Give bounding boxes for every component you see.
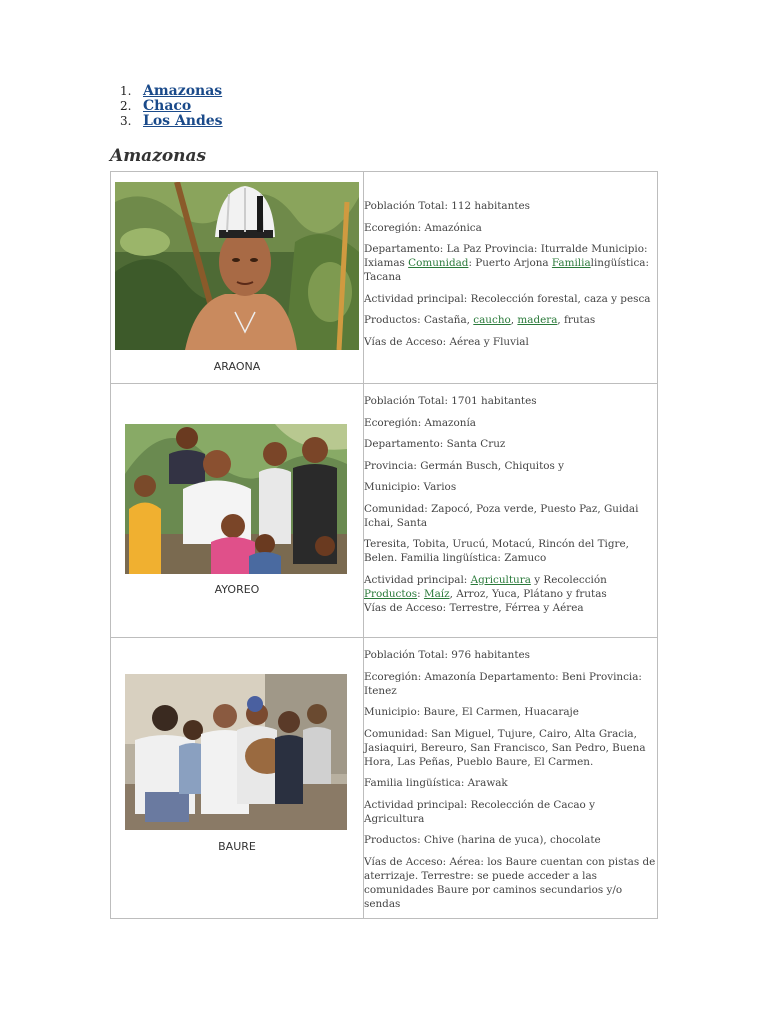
ethnic-groups-table [110, 171, 658, 919]
table-row [111, 638, 658, 919]
community-continued-text: Teresita, Tobita, Urucú, Motacú, Rincón del Tigre, Belen. Familia lingüística: Zamuco [364, 538, 629, 564]
ayoreo-photo [125, 424, 347, 574]
agricultura-link[interactable]: Agricultura [470, 573, 531, 586]
access-text: Vías de Acceso: Aérea: los Baure cuentan con pistas de aterrizaje. Terrestre: se puede acceder a las comunidades Baure por caminos secundarios y/o sendas [364, 855, 656, 910]
department-text: Departamento: Santa Cruz [364, 438, 506, 450]
population-text: Población Total: 1701 habitantes [364, 395, 537, 407]
community-text: Comunidad: Zapocó, Poza verde, Puesto Paz, Guidai Ichai, Santa [364, 502, 639, 529]
ecoregion-text: Ecoregión: Amazónica [364, 221, 482, 234]
table-of-contents [120, 84, 223, 129]
photo-caption: ARAONA [213, 360, 261, 373]
community-text: Comunidad: San Miguel, Tujure, Cairo, Alta Gracia, Jasiaquiri, Bereuro, San Francisco, San Pedro, Buena Hora, Las Peñas, Pueblo Baure, El Carmen. [364, 727, 646, 768]
population-text: Población Total: 112 habitantes [364, 200, 530, 212]
activity-text: Actividad principal: Recolección forestal, caza y pesca [364, 292, 651, 305]
ecoregion-text: Ecoregión: Amazonía [364, 416, 476, 429]
products-text: Productos: Castaña, caucho, madera, frutas [364, 314, 596, 326]
madera-link[interactable]: madera [517, 314, 558, 326]
productos-link[interactable]: Productos [364, 587, 418, 600]
info-cell [364, 384, 658, 638]
table-row [111, 172, 658, 384]
araona-photo [115, 182, 359, 350]
access-text: Vías de Acceso: Terrestre, Férrea y Aérea [364, 601, 584, 614]
toc-item [120, 114, 223, 129]
toc-link-amazonas[interactable]: Amazonas [143, 83, 223, 99]
caucho-link[interactable]: caucho [473, 314, 511, 326]
ecoregion-text: Ecoregión: Amazonía Departamento: Beni Provincia: Itenez [364, 670, 642, 697]
info-cell [364, 638, 658, 919]
municipality-text: Municipio: Varios [364, 481, 457, 493]
language-family-text: Familia lingüística: Arawak [364, 777, 508, 789]
image-cell [111, 384, 364, 638]
products-text: Productos: Chive (harina de yuca), chocolate [364, 834, 601, 846]
info-cell [364, 172, 658, 384]
activity-text: Actividad principal: Recolección de Cacao y Agricultura [364, 798, 595, 825]
comunidad-link[interactable]: Comunidad [408, 257, 469, 269]
toc-link-los-andes[interactable]: Los Andes [143, 113, 223, 129]
toc-item [120, 84, 223, 99]
table-row [111, 384, 658, 638]
photo-caption: AYOREO [214, 583, 260, 596]
familia-link[interactable]: Familia [551, 257, 591, 269]
image-cell [111, 638, 364, 919]
municipality-text: Municipio: Baure, El Carmen, Huacaraje [364, 706, 579, 718]
province-text: Provincia: Germán Busch, Chiquitos y [364, 459, 565, 472]
activity-text: Actividad principal: Agricultura y Recolección Productos: Maíz, Arroz, Yuca, Plátano y frutas [364, 573, 607, 600]
toc-number: 2. [120, 99, 132, 113]
photo-caption: BAURE [218, 840, 256, 853]
image-cell [111, 172, 364, 384]
access-text: Vías de Acceso: Aérea y Fluvial [364, 335, 529, 348]
section-heading: Amazonas [110, 146, 207, 166]
maiz-link[interactable]: Maíz [423, 587, 450, 600]
population-text: Población Total: 976 habitantes [364, 649, 530, 661]
toc-link-chaco[interactable]: Chaco [143, 98, 192, 114]
baure-photo [125, 674, 347, 830]
location-text: Departamento: La Paz Provincia: Iturralde Municipio: Ixiamas Comunidad: Puerto Arjona Familialingüística: Tacana [364, 243, 649, 283]
toc-number: 1. [120, 84, 132, 98]
toc-number: 3. [120, 114, 132, 128]
toc-item [120, 99, 223, 114]
